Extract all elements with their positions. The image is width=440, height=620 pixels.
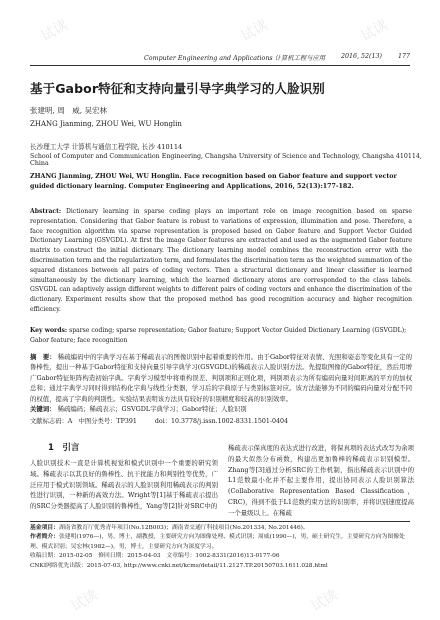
citation: ZHANG Jianming, ZHOU Wei, WU Honglin. Face recognition based on Gabor feature and support vector guided dictionary learning. Computer Engineering and Applications, 2016, 52(13):177-182. <box>30 173 397 190</box>
running-header <box>30 53 410 66</box>
section-heading: 1 引言 <box>48 443 80 453</box>
authors-english: ZHANG Jianming, ZHOU Wei, WU Honglin <box>30 120 182 128</box>
keywords-label: Key words: <box>30 327 68 334</box>
affiliation-chinese: 长沙理工大学 计算机与通信工程学院, 长沙 410114 <box>30 143 183 151</box>
keywords-label-cn: 关键词： <box>30 405 56 413</box>
keywords-text-cn: 稀疏编码；稀疏表示；GSVGDL字典学习；Gabor特征；人脸识别 <box>57 405 247 413</box>
keywords-english <box>30 326 412 346</box>
abstract-label-cn: 摘 要： <box>30 353 56 361</box>
online-note: CNKI网络优先出版：2015-07-03, http://www.cnki.net/kcms/detail/11.2127.TP.20150703.1611.028.html <box>30 562 328 569</box>
author-label: 作者简介： <box>30 534 59 541</box>
body-column-right: 稀疏表示保真度的表达式进行改进，将保真项的表达式改写为余项的最大似然分布函数，构建出更加鲁棒的稀疏表示识别模型。Zhang等[3]通过分析SRC的工作机制，指出稀疏表示识别中的L1范数最小化并不起主要作用，提出协同表示人脸识别算法(Collaborative Representation Based Classification，CRC)，得到不低于L1范数约束方法的识别率，并将识别速度提高一个量级以上。在稀疏 <box>228 444 414 517</box>
watermark: 试读 <box>68 586 101 615</box>
fund-label: 基金项目： <box>30 525 59 531</box>
footnotes <box>30 524 412 571</box>
watermark: 试读 <box>38 16 71 45</box>
watermark: 试读 <box>358 16 391 45</box>
doi: doi：10.3778/j.issn.1002-8331.1501-0404 <box>154 418 289 425</box>
authors-chinese: 张建明, 周 威, 吴宏林 <box>30 106 108 115</box>
affiliation-english: School of Computer and Communication Engineering, Changsha University of Science and Technology, Changsha 410114, China <box>30 153 422 167</box>
paper-title: 基于Gabor特征和支持向量引导字典学习的人脸识别 <box>30 81 325 96</box>
article-meta <box>30 416 288 425</box>
journal-name: Computer Engineering and Applications 计算机工程与应用 <box>143 55 325 62</box>
received-note: 收稿日期：2015-02-05 修回日期：2015-04-03 文章编号：1002-8331(2016)13-0177-06 <box>30 553 280 560</box>
watermark: 试读 <box>238 16 271 45</box>
author-note <box>30 533 412 552</box>
page-number: 177 <box>397 53 410 60</box>
fund-note <box>30 524 412 533</box>
classification: 文献标志码：A 中图分类号：TP391 <box>30 418 137 425</box>
issue-info: 2016, 52(13) <box>341 53 382 60</box>
abstract-english <box>30 207 412 315</box>
keywords-chinese <box>30 404 247 413</box>
body-column-left: 人脸识别技术一直是计算机视觉和模式识别中一个重要的研究领域。稀疏表示以其良好的鲁棒性、抗干扰能力和判别性等优势，广泛应用于模式识别领域。稀疏表示的人脸识别利用稀疏表示的判别性进行识别，一种新的高效方法。Wright等[1]基于稀疏表示提出的SRC分类器提高了人脸识别的鲁棒性，Yang等[2]针对SRC中的 <box>30 459 218 511</box>
abstract-text: Dictionary learning in sparse coding plays an important role on image recognition based on sparse representation. Considering that Gabor feature is robust to variations of expression, illumination and pose. Therefore, a face recognition algorithm via sparse representation is proposed based on Gabor feature and Support Vector Guided Dictionary Learning (GSVGDL). At first the image Gabor features are extracted and used as the augmented Gabor feature matrix to construct the initial dictionary. The dictionary learning model combines the reconstruction error with the discrimination term and the regularization term, and formulates the discrimination term as the weighted summation of the squared distances between all pairs of coding vectors. Then a structural dictionary and linear classifier is learned simultaneously by the dictionary learning, which the learned dictionary atoms are corresponded to the class labels. GSVGDL can adaptively assign different weights to different pairs of coding vectors and enhance the discrimination of the dictionary. Experiment results show that the proposed method has good recognition accuracy and higher recognition efficiency. <box>30 208 412 313</box>
footnote-divider <box>30 521 410 522</box>
watermark: 试读 <box>308 586 341 615</box>
abstract-label: Abstract: <box>30 208 62 215</box>
abstract-chinese <box>30 352 412 404</box>
author-text: 张建明(1976—)，男，博士，副教授，主要研究方向为图像处理、模式识别；周威(1990—)，男，硕士研究生，主要研究方向为图像处理、模式识别；吴宏林(1982—)，男，博士，主要研究方向为深度学习。 <box>30 534 405 550</box>
abstract-text-cn: 稀疏编码中的字典学习在基于稀疏表示的图像识别中起着重要的作用。由于Gabor特征对表情、光照和姿态等变化具有一定的鲁棒性，提出一种基于Gabor特征和支持向量引导字典学习(GSVGDL)的稀疏表示人脸识别方法。先提取图像的Gabor特征，然后用增广Gabor特征矩阵构造初始字典。字典学习模型中将重构误差、判别项和正则化项，判别项表示为所有编码向量对间距离的平方的加权总和；通过字典学习同时得到结构化字典与线性分类器，学习后的字典原子与类别标签对应。该方法能够为不同的编码向量对分配不同的权值，提高了字典的判别性。实验结果表明该方法具有较好的识别精度和较高的识别效率。 <box>30 353 412 403</box>
fund-text: 湖南省教育厅优秀青年项目(No.12B003)；湖南省交通厅科技项目(No.201334, No.201446)。 <box>59 525 309 531</box>
keywords-text: sparse coding; sparse representation; Gabor feature; Support Vector Guided Dictionary Learning (GSVGDL); Gabor feature; face recognition <box>30 327 407 344</box>
